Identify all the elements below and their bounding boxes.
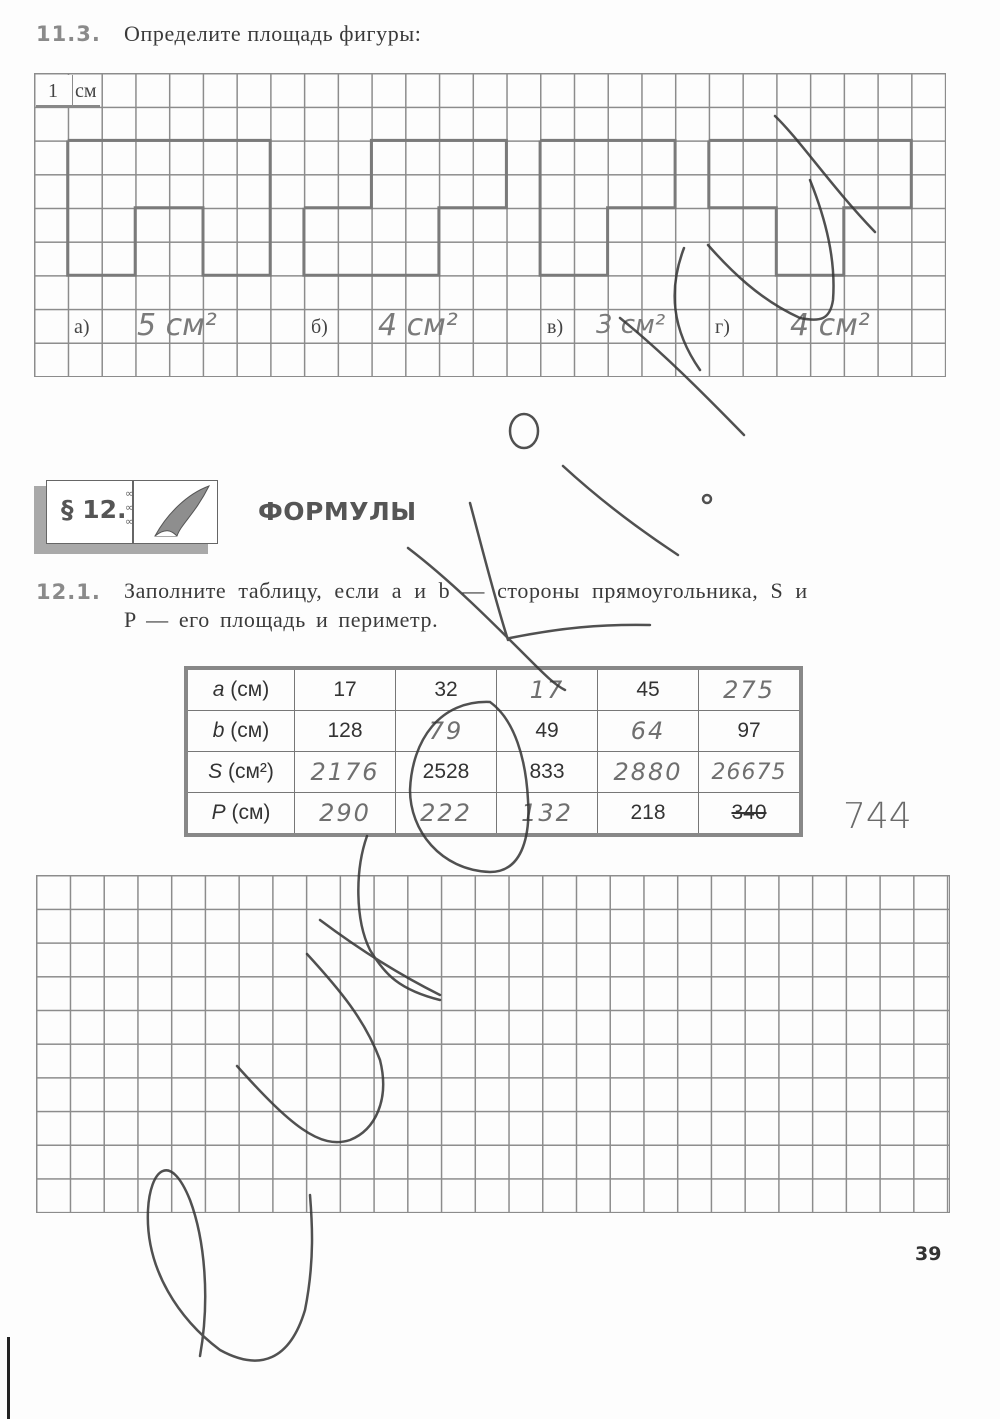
notebook-icon: § 12. ∞ ∞ ∞: [46, 480, 218, 544]
cell-p-3[interactable]: 132: [497, 793, 598, 836]
cell-b-3[interactable]: 49: [497, 711, 598, 752]
row-label-a: a (см): [186, 668, 295, 711]
exercise-11-3-number: 11.3.: [36, 22, 101, 46]
page-number: 39: [915, 1243, 942, 1265]
cell-b-2[interactable]: 79: [396, 711, 497, 752]
unit-cell: [36, 75, 100, 108]
margin-binding-mark: [7, 1337, 10, 1419]
figure-b-answer[interactable]: 4 см²: [378, 308, 458, 343]
figure-b-label: б): [311, 316, 328, 338]
cell-s-3[interactable]: 833: [497, 752, 598, 793]
cell-a-3[interactable]: 17: [497, 668, 598, 711]
unit-label: см: [72, 75, 97, 107]
section-badge: [34, 480, 208, 554]
figure-g-answer[interactable]: 4 см²: [790, 308, 870, 343]
cell-a-5[interactable]: 275: [699, 668, 802, 711]
section-number: § 12.: [61, 495, 127, 524]
cell-a-1[interactable]: 17: [295, 668, 396, 711]
table-row-b: [186, 711, 801, 752]
table-row-p: [186, 793, 801, 836]
figure-g-label: г): [715, 316, 730, 338]
row-label-s: S (см²): [186, 752, 295, 793]
cell-b-4[interactable]: 64: [598, 711, 699, 752]
cell-p-1[interactable]: 290: [295, 793, 396, 836]
exercise-12-1-prompt-line2: P — его площадь и периметр.: [124, 607, 439, 632]
figure-v-label: в): [547, 316, 564, 338]
cell-a-2[interactable]: 32: [396, 668, 497, 711]
margin-note: 744: [843, 796, 912, 837]
cell-p-2[interactable]: 222: [396, 793, 497, 836]
row-label-p: P (см): [186, 793, 295, 836]
cell-s-4[interactable]: 2880: [598, 752, 699, 793]
blank-work-grid[interactable]: [36, 875, 950, 1213]
cell-a-4[interactable]: 45: [598, 668, 699, 711]
cell-s-1[interactable]: 2176: [295, 752, 396, 793]
row-label-b: b (см): [186, 711, 295, 752]
table-row-s: [186, 752, 801, 793]
cell-p-4[interactable]: 218: [598, 793, 699, 836]
figure-a-answer[interactable]: 5 см²: [137, 308, 217, 343]
unit-value: 1: [48, 80, 58, 102]
section-title: ФОРМУЛЫ: [258, 497, 417, 526]
page-curl-icon: [147, 484, 213, 540]
cell-s-2[interactable]: 2528: [396, 752, 497, 793]
table-row-a: [186, 668, 801, 711]
rectangle-table: [184, 666, 803, 837]
cell-p-5[interactable]: 340: [699, 793, 802, 836]
exercise-11-3-prompt: Определите площадь фигуры:: [124, 21, 422, 46]
figure-a-label: а): [74, 316, 90, 338]
cell-s-5[interactable]: 26675: [699, 752, 802, 793]
cell-b-5[interactable]: 97: [699, 711, 802, 752]
exercise-12-1-prompt-line1: Заполните таблицу, если a и b — стороны прямоугольника, S и: [124, 578, 808, 603]
exercise-12-1-number: 12.1.: [36, 580, 101, 604]
cell-b-1[interactable]: 128: [295, 711, 396, 752]
figure-v-answer[interactable]: 3 см²: [596, 310, 666, 340]
